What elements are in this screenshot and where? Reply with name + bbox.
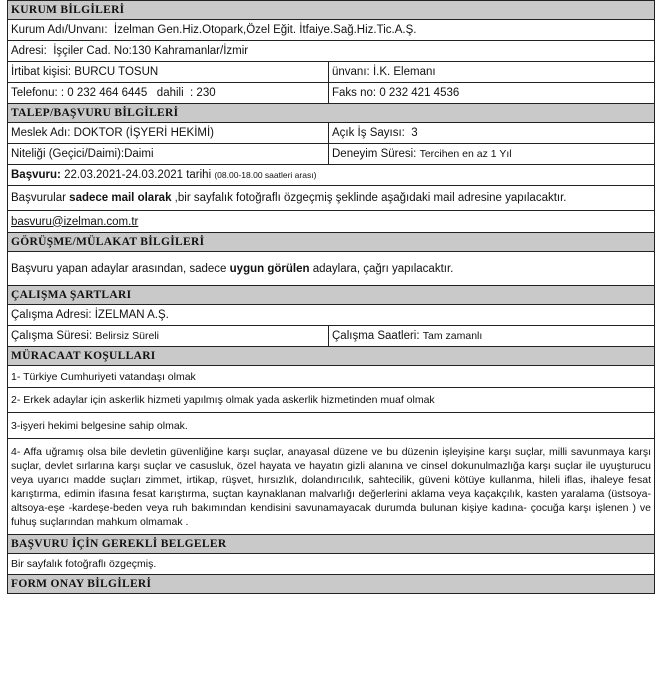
mail-bold-text: sadece mail olarak [69,192,172,204]
mail-text-1: Başvurular [11,192,66,204]
basvuru-mail-row [8,186,655,211]
telefon-label: Telefonu: [11,87,58,99]
section-header-kurum: KURUM BİLGİLERİ [8,1,655,20]
telefon-value: : 0 232 464 6445 dahili : 230 [60,87,216,99]
meslek-label: Meslek Adı: [11,127,71,139]
kurum-adi-row [8,20,655,41]
gorusme-bold-text: uygun görülen [229,262,310,275]
kurum-adi-label: Kurum Adı/Unvanı: [11,24,108,36]
deneyim-value: Tercihen en az 1 Yıl [419,148,512,160]
unvan-value: İ.K. Elemanı [372,66,436,78]
calisma-saat-cell [329,326,655,347]
unvan-cell [329,62,655,83]
deneyim-label: Deneyim Süresi: [332,148,417,160]
basvuru-dates-row [8,165,655,186]
basvuru-hours: (08.00-18.00 saatleri arası) [214,170,317,180]
muracaat-item-2: 2- Erkek adaylar için askerlik hizmeti yapılmış olmak yada askerlik hizmetinden muaf olmak [8,388,655,413]
calisma-saat-label: Çalışma Saatleri: [332,330,420,342]
nitelik-cell [8,144,329,165]
section-header-belgeler: BAŞVURU İÇİN GEREKLİ BELGELER [8,535,655,554]
muracaat-item-1: 1- Türkiye Cumhuriyeti vatandaşı olmak [8,366,655,388]
faks-cell [329,83,655,104]
form-table [7,0,655,594]
section-header-form-onay: FORM ONAY BİLGİLERİ [8,575,655,594]
meslek-value: DOKTOR (İŞYERİ HEKİMİ) [73,127,215,139]
meslek-cell [8,123,329,144]
nitelik-label: Niteliği (Geçici/Daimi): [11,148,125,160]
email-link[interactable]: basvuru@izelman.com.tr [11,215,139,228]
kurum-adres-label: Adresi: [11,45,47,57]
calisma-sure-cell [8,326,329,347]
basvuru-dates: 22.03.2021-24.03.2021 tarihi [64,169,212,181]
job-posting-form [7,0,654,594]
section-header-gorusme: GÖRÜŞME/MÜLAKAT BİLGİLERİ [8,233,655,252]
deneyim-cell [329,144,655,165]
acik-is-label: Açık İş Sayısı: [332,127,405,139]
kurum-adi-value: İzelman Gen.Hiz.Otopark,Özel Eğit. İtfaiye.Sağ.Hiz.Tic.A.Ş. [113,24,417,36]
gorusme-text-2: adaylara, çağrı yapılacaktır. [312,262,454,275]
calisma-adres-value: İZELMAN A.Ş. [94,309,169,321]
section-header-talep: TALEP/BAŞVURU BİLGİLERİ [8,104,655,123]
section-header-calisma: ÇALIŞMA ŞARTLARI [8,286,655,305]
faks-value: 0 232 421 4536 [379,87,460,99]
acik-is-value: 3 [411,127,418,139]
muracaat-item-3: 3-işyeri hekimi belgesine sahip olmak. [8,413,655,439]
gorusme-text-1: Başvuru yapan adaylar arasından, sadece [11,262,227,275]
calisma-sure-value: Belirsiz Süreli [95,330,159,342]
calisma-adres-row [8,305,655,326]
kurum-adres-value: İşçiler Cad. No:130 Kahramanlar/İzmir [53,45,249,57]
irtibat-cell [8,62,329,83]
calisma-saat-value: Tam zamanlı [422,330,483,342]
email-row [8,211,655,233]
kurum-adres-row [8,41,655,62]
section-header-muracaat: MÜRACAAT KOŞULLARI [8,347,655,366]
faks-label: Faks no: [332,87,377,99]
acik-is-cell [329,123,655,144]
unvan-label: ünvanı: [332,66,370,78]
calisma-sure-label: Çalışma Süresi: [11,330,93,342]
muracaat-item-4: 4- Affa uğramış olsa bile devletin güvenliğine karşı suçlar, anayasal düzene ve bu düzenin işleyişine karşı suçlar, milli savunmaya karşı suçlar, devlet sırlarına karşı suçlar ve casusluk, özel hayata ve hayatın gizli alanına ve cinsel dokunulmazlığa karşı suçlar ile uyuşturucu veya uyarıcı madde suçları zimmet, irtikap, rüşvet, hırsızlık, dolandırıcılık, sahtecilik, güveni kötüye kullanma, hileli iflas, ihaleye fesat karıştırma, edimin ifasına fesat karıştırma, suçtan kaynaklanan malvarlığı değerlerini aklama veya kaçakçılık, kasten yaralama (üstsoya-altsoya-eşe -kardeşe-beden veya ruh bakımından kendisini savunamayacak durumda bulunan kişiye kadına- çocuğa karşı işlenen ) ve fuhuş suçlarından mahkum olmamak . [8,439,655,535]
telefon-cell [8,83,329,104]
nitelik-value: Daimi [124,148,154,160]
mail-text-2: ,bir sayfalık fotoğraflı özgeçmiş şeklinde aşağıdaki mail adresine yapılacaktır. [174,192,567,204]
calisma-adres-label: Çalışma Adresi: [11,309,92,321]
belgeler-item: Bir sayfalık fotoğraflı özgeçmiş. [8,554,655,575]
irtibat-value: BURCU TOSUN [74,66,159,78]
basvuru-label: Başvuru: [11,169,61,181]
irtibat-label: İrtibat kişisi: [11,66,72,78]
gorusme-text-row [8,252,655,286]
